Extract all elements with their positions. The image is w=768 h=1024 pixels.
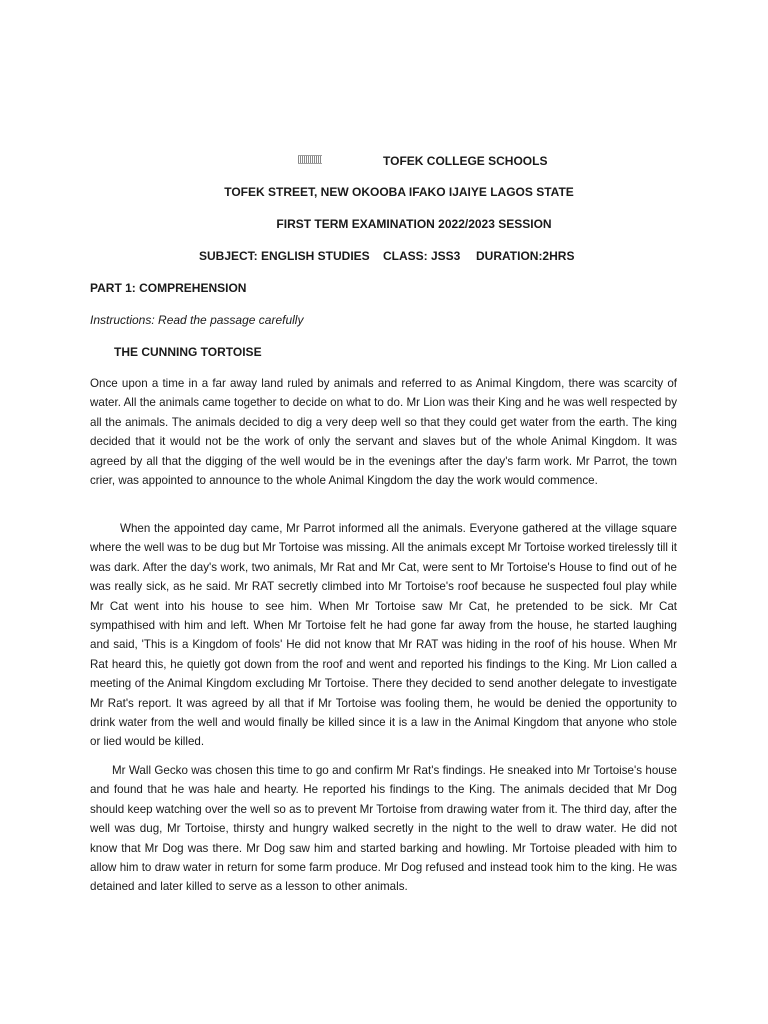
passage-paragraph-3: Mr Wall Gecko was chosen this time to go and confirm Mr Rat's findings. He sneaked into Mr Tortoise's house and found that he was hale and hearty. He reported his findings to the King. The animals decided that Mr Dog should keep watching over the well so as to prevent Mr Tortoise from drawing water from it. The third day, after the well was dug, Mr Tortoise, thirsty and hungry walked secretly in the night to the well to draw water. He did not know that Mr Dog was there. Mr Dog saw him and started barking and howling. Mr Tortoise pleaded with him to allow him to draw water in return for some farm produce. Mr Dog refused and instead took him to the king. He was detained and later killed to serve as a lesson to other animals. xyxy=(90,764,677,894)
passage-paragraph-1: Once upon a time in a far away land ruled by animals and referred to as Animal Kingdom, there was scarcity of water. All the animals came together to decide on what to do. Mr Lion was their King and he was well respected by all the animals. The animals decided to dig a very deep well so that they could get water from the earth. The king decided that it would not be the work of only the servant and slaves but of the whole Animal Kingdom. It was agreed by all that the digging of the well would be in the evenings after the day's farm work. Mr Parrot, the town crier, was appointed to announce to the whole Animal Kingdom the day the work would commence. xyxy=(90,377,677,488)
exam-title: FIRST TERM EXAMINATION 2022/2023 SESSION xyxy=(276,217,552,231)
instructions-text: Instructions: Read the passage carefully xyxy=(90,313,304,327)
passage-paragraph-2: When the appointed day came, Mr Parrot informed all the animals. Everyone gathered at the village square where the well was to be dug but Mr Tortoise was missing. All the animals except Mr Tortoise worked tirelessly till it was dark. After the day's work, two animals, Mr Rat and Mr Cat, were sent to Mr Tortoise's House to find out of he was really sick, as he said. Mr RAT secretly climbed into Mr Tortoise's roof because he suspected foul play while Mr Cat went into his house to see him. When Mr Tortoise saw Mr Cat, he pretended to be sick. Mr Cat sympathised with him and left. When Mr Tortoise felt he had gone far away from the house, he started laughing and said, 'This is a Kingdom of fools' He did not know that Mr RAT was hiding in the roof of his house. When Mr Rat heard this, he quietly got down from the roof and went and reported his findings to the King. Mr Lion called a meeting of the Animal Kingdom excluding Mr Tortoise. There they decided to send another delegate to investigate Mr Rat's report. It was agreed by all that if Mr Tortoise was fooling them, he would be denied the opportunity to drink water from the well and would finally be killed since it is a law in the Animal Kingdom that anyone who stole or lied would be killed. xyxy=(90,522,677,749)
class-label: CLASS: JSS3 xyxy=(383,249,461,263)
subject-label: SUBJECT: ENGLISH STUDIES xyxy=(199,249,370,263)
school-logo-icon xyxy=(298,155,322,164)
school-address: TOFEK STREET, NEW OKOOBA IFAKO IJAIYE LAGOS STATE xyxy=(224,185,574,199)
exam-details-row xyxy=(199,249,574,263)
duration-label: DURATION:2HRS xyxy=(476,249,575,263)
school-name: TOFEK COLLEGE SCHOOLS xyxy=(383,154,548,168)
story-title: THE CUNNING TORTOISE xyxy=(114,345,262,359)
part-title: PART 1: COMPREHENSION xyxy=(90,281,247,295)
